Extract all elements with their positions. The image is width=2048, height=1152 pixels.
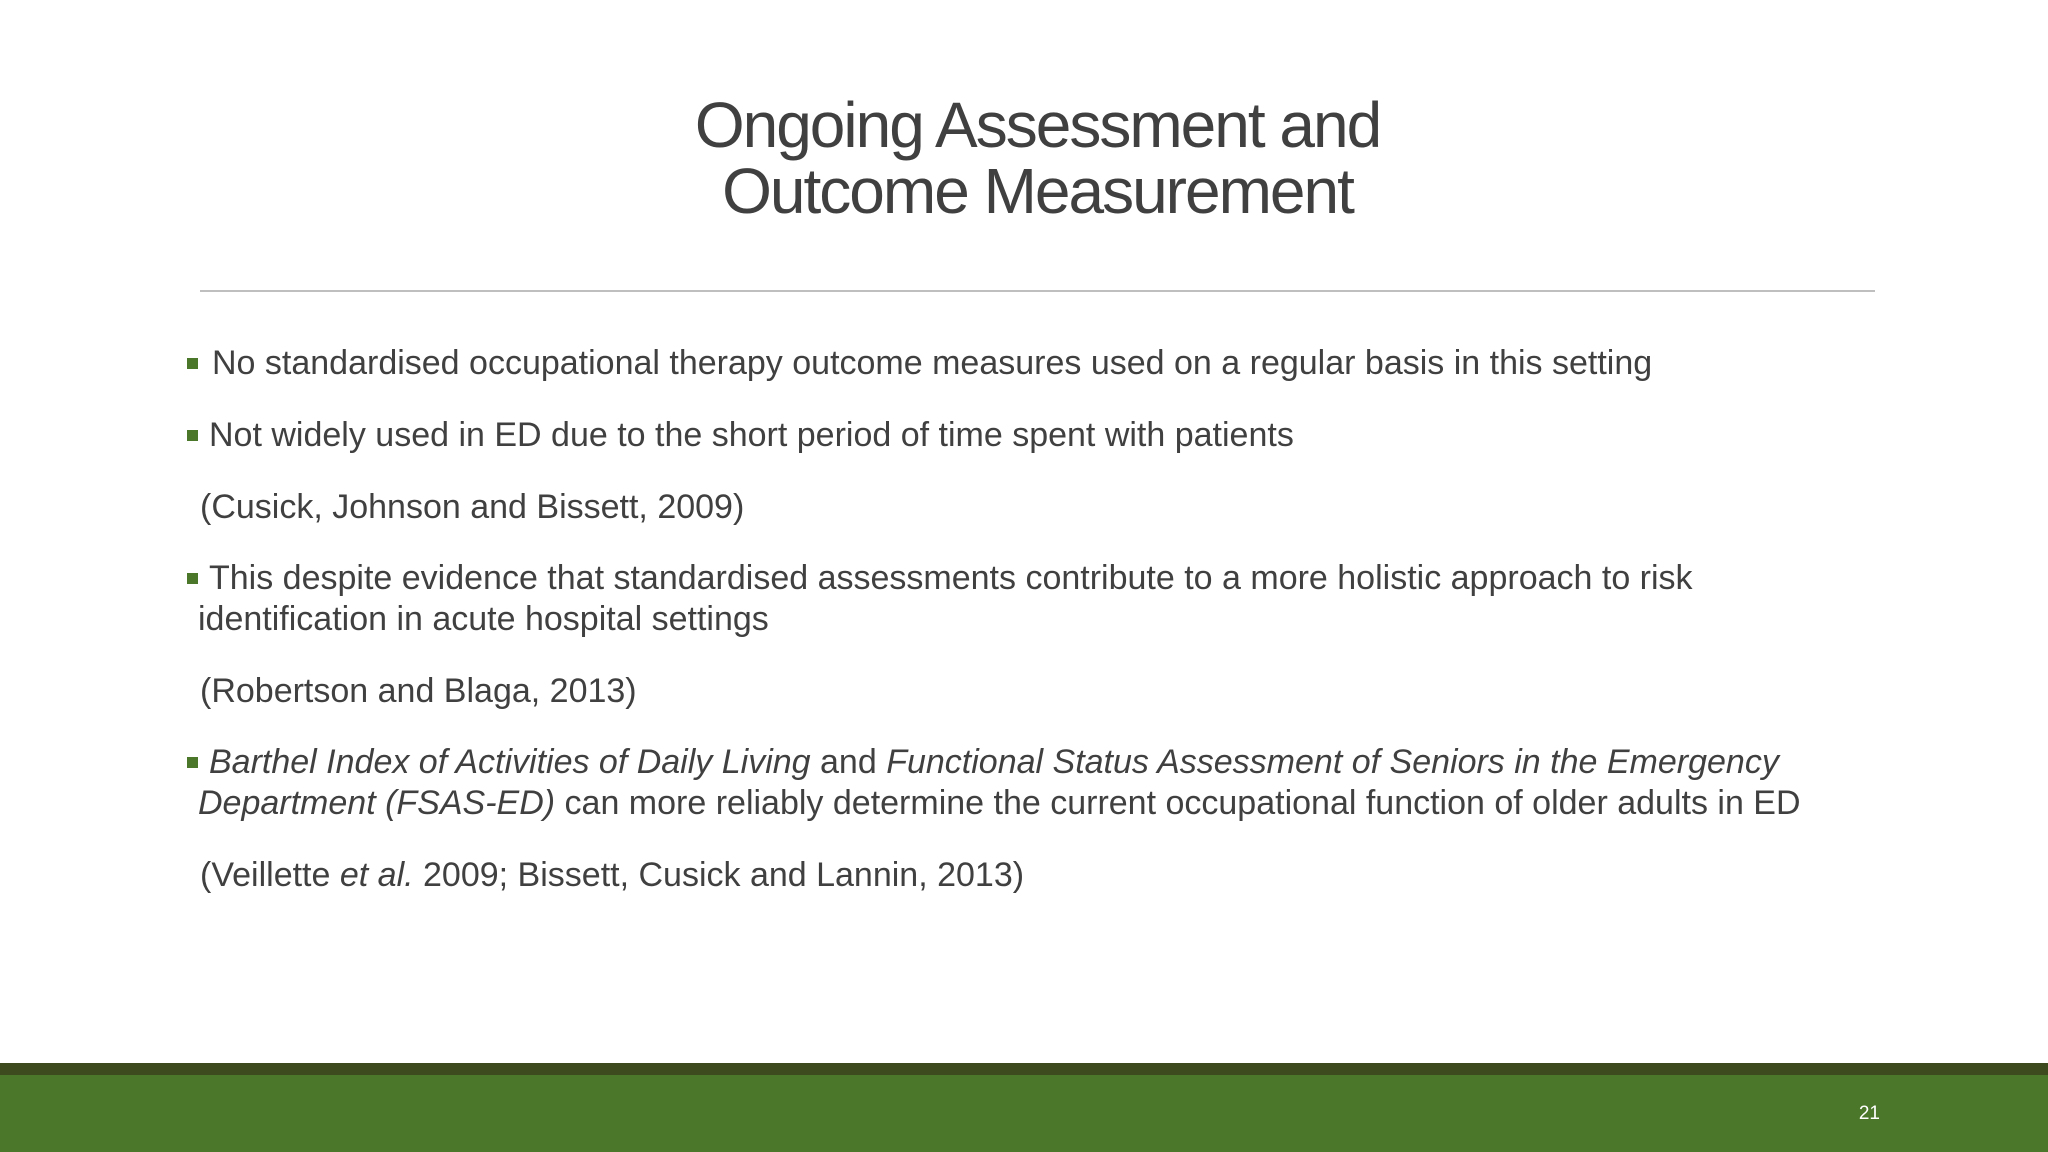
bullet-text-4a: and — [810, 743, 887, 781]
bullet-text-1: No standardised occupational therapy outcome measures used on a regular basis in this setting — [212, 344, 1653, 382]
fsas-ed-title: Functional Status Assessment of Seniors in the Emergency Department (FSAS-ED) — [198, 743, 1779, 822]
bullet-text-4b: can more reliably determine the current occupational function of older adults in ED — [555, 784, 1801, 822]
citation-3 — [198, 855, 1888, 896]
bullet-item-4 — [198, 742, 1888, 824]
bullet-item-1 — [198, 343, 1888, 384]
citation-3-et-al: et al. — [339, 856, 414, 894]
footer-dark-stripe — [0, 1063, 2048, 1075]
bullet-square-icon — [187, 757, 198, 768]
barthel-index-title: Barthel Index of Activities of Daily Living — [209, 743, 811, 781]
bullet-item-3 — [198, 558, 1888, 640]
citation-text-2: (Robertson and Blaga, 2013) — [200, 672, 637, 710]
citation-2 — [198, 671, 1888, 712]
citation-text-1: (Cusick, Johnson and Bissett, 2009) — [200, 488, 745, 526]
bullet-square-icon — [187, 430, 198, 441]
slide-title-line-1: Ongoing Assessment and — [694, 89, 1381, 161]
title-divider — [200, 290, 1875, 292]
bullet-square-icon — [187, 573, 198, 584]
slide-title-line-2: Outcome Measurement — [722, 155, 1353, 227]
bullet-item-2 — [198, 415, 1888, 456]
citation-3-open: (Veillette — [200, 856, 340, 894]
slide-title — [200, 89, 1875, 227]
bullet-square-icon — [187, 358, 198, 369]
citation-1 — [198, 487, 1888, 528]
bullet-text-3: This despite evidence that standardised assessments contribute to a more holistic approach to risk identification in acute hospital settings — [198, 559, 1693, 638]
footer-band — [0, 1075, 2048, 1152]
bullet-text-2: Not widely used in ED due to the short period of time spent with patients — [209, 416, 1294, 454]
slide-number: 21 — [1858, 1103, 1880, 1124]
citation-3-rest: 2009; Bissett, Cusick and Lannin, 2013) — [413, 856, 1025, 894]
